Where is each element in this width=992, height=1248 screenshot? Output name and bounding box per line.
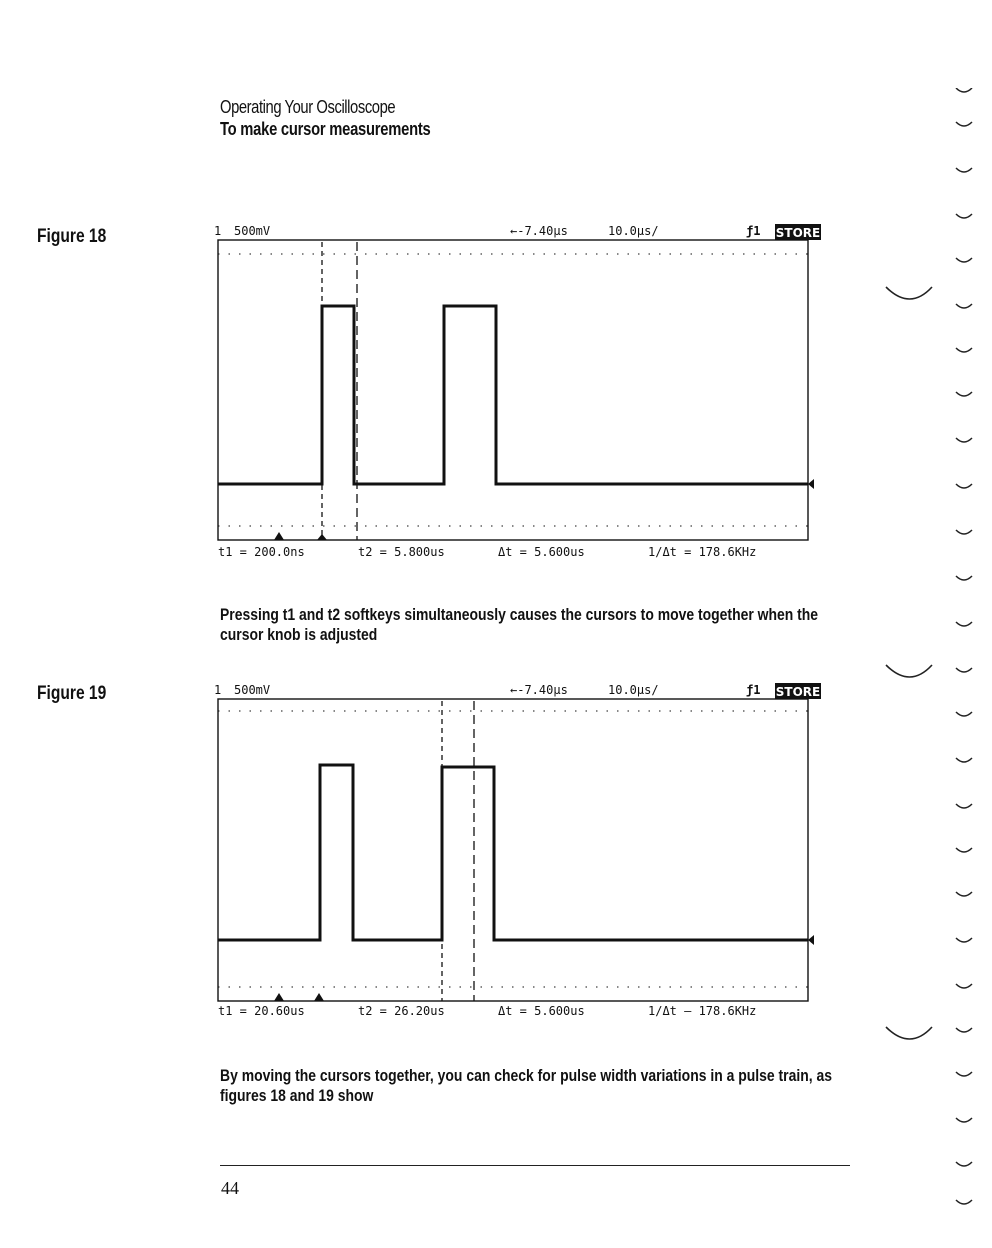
volts-per-div: 500mV — [234, 683, 271, 697]
graticule-frame — [218, 699, 808, 1001]
channel-number: 1 — [214, 683, 222, 697]
trigger-marker — [274, 532, 284, 540]
time-per-div: 10.0µs/ — [608, 224, 659, 238]
trigger-indicator: ƒ1 — [746, 683, 761, 697]
footer-rule — [220, 1165, 850, 1166]
trigger-indicator: ƒ1 — [746, 224, 761, 238]
cursor-t1-marker — [317, 534, 327, 540]
figure-18-label: Figure 18 — [37, 226, 107, 247]
delay-marker — [314, 993, 324, 1001]
readout-delta-t: Δt = 5.600us — [498, 1004, 585, 1018]
delay-readout: ←-7.40µs — [510, 683, 568, 697]
waveform-trace — [218, 306, 808, 484]
figure-19-label: Figure 19 — [37, 683, 107, 704]
oscilloscope-display-figure-19 — [212, 681, 824, 1021]
graticule-frame — [218, 240, 808, 540]
page-number: 44 — [221, 1178, 239, 1198]
trigger-marker — [274, 993, 284, 1001]
binding-marks — [940, 88, 990, 1218]
section-title: Operating Your Oscilloscope — [220, 97, 396, 117]
time-per-div: 10.0µs/ — [608, 683, 659, 697]
delay-readout: ←-7.40µs — [510, 224, 568, 238]
figure-19-caption: By moving the cursors together, you can check for pulse width variations in a pulse train, as figures 18 and 19 show — [220, 1066, 832, 1105]
oscilloscope-display-figure-18 — [212, 222, 824, 562]
store-badge-label: STORE — [775, 226, 821, 240]
ground-marker — [808, 935, 814, 945]
waveform-trace — [218, 765, 808, 940]
readout-t2: t2 = 5.800us — [358, 545, 445, 559]
readout-inverse-delta-t: 1/Δt – 178.6KHz — [648, 1004, 757, 1018]
readout-t1: t1 = 200.0ns — [218, 545, 305, 559]
store-badge-label: STORE — [775, 685, 821, 699]
readout-inverse-delta-t: 1/Δt = 178.6KHz — [648, 545, 757, 559]
subsection-title: To make cursor measurements — [220, 119, 431, 139]
ground-marker — [808, 479, 814, 489]
volts-per-div: 500mV — [234, 224, 271, 238]
channel-number: 1 — [214, 224, 222, 238]
figure-18-caption: Pressing t1 and t2 softkeys simultaneously causes the cursors to move together when the cursor knob is adjusted — [220, 605, 819, 644]
readout-delta-t: Δt = 5.600us — [498, 545, 585, 559]
readout-t2: t2 = 26.20us — [358, 1004, 445, 1018]
readout-t1: t1 = 20.60us — [218, 1004, 305, 1018]
binding-large-marks — [884, 285, 934, 1045]
